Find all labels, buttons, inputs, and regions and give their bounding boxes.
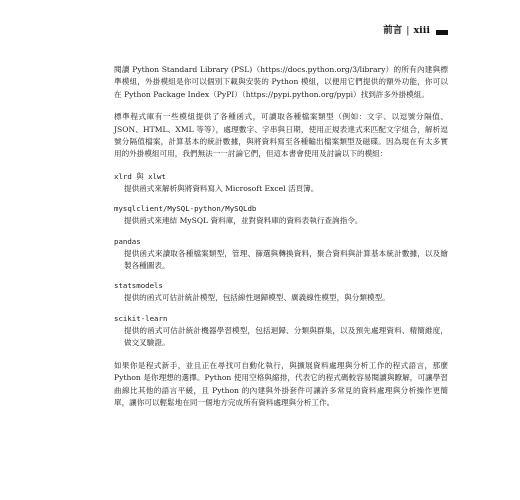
module-description: 提供函式來連結 MySQL 資料庫，並對資料庫的資料表執行查詢指令。 (124, 216, 363, 226)
page-header (383, 22, 448, 36)
module-item (114, 313, 448, 350)
header-separator: | (406, 25, 410, 36)
header-bar-mark (436, 30, 448, 35)
module-name: mysqlclient/MySQL-python/MySQLdb (114, 204, 257, 214)
module-list (114, 171, 448, 350)
module-name: pandas (114, 236, 141, 246)
module-item (114, 171, 448, 195)
section-title: 前言 (383, 25, 403, 36)
module-name: xlrd 與 xlwt (114, 171, 166, 181)
module-item (114, 236, 448, 273)
intro-paragraph: 閱讀 Python Standard Library (PSL)（https://docs.python.org/3/library）的所有內建與標準模組，外掛模組是你可以個別下載與安裝的 Python 模組，以便用它們提供的額外功能，你可以在 Python Package Index（PyPI）（https://pypi.python.org/pypi）找到許多外掛模組。 (114, 65, 448, 99)
module-name: statsmodels (114, 281, 163, 291)
library-paragraph: 標準程式庫有一些模組提供了各種函式，可讀取各種檔案類型（例如：文字、以逗號分隔值、JSON、HTML、XML 等等），處理數字、字串與日期，使用正規表達式來匹配文字組合，解析逗號分隔值檔案，計算基本的統計數據，與將資料寫至各種輸出檔案類型及磁碟。因為現在有太多實用的外掛模組可用，我們無法一一討論它們，但這本書會使用及討論以下的模組： (114, 112, 448, 159)
page-number: xiii (413, 25, 430, 36)
module-description: 提供的函式可估計統計機器學習模型，包括迴歸、分類與群集，以及預先處理資料、精簡維度，做交叉驗證。 (124, 325, 448, 348)
module-description: 提供函式來讀取各種檔案類型，管理、篩選與轉換資料，聚合資料與計算基本統計數據，以及繪製各種圖表。 (124, 248, 448, 271)
module-item (114, 280, 448, 304)
module-item (114, 203, 448, 227)
module-description: 提供函式來解析與將資料寫入 Microsoft Excel 活頁簿。 (124, 183, 319, 193)
closing-paragraph: 如果你是程式新手，並且正在尋找可自動化執行，與擴展資料處理與分析工作的程式語言，那麼 Python 是你理想的選擇。Python 使用空格與縮排，代表它的程式碼較容易閱讀與瞭解，可讓學習曲線比其他的語言平緩，且 Python 的內建與外掛套件可讓許多常見的資料處理與分析操作更簡單，讓你可以輕鬆地在同一個地方完成所有資料處理與分析工作。 (114, 360, 448, 407)
body-text (114, 64, 448, 419)
module-name: scikit-learn (114, 313, 168, 323)
module-description: 提供的函式可估計統計模型，包括線性迴歸模型、廣義線性模型，與分類模型。 (124, 293, 390, 303)
